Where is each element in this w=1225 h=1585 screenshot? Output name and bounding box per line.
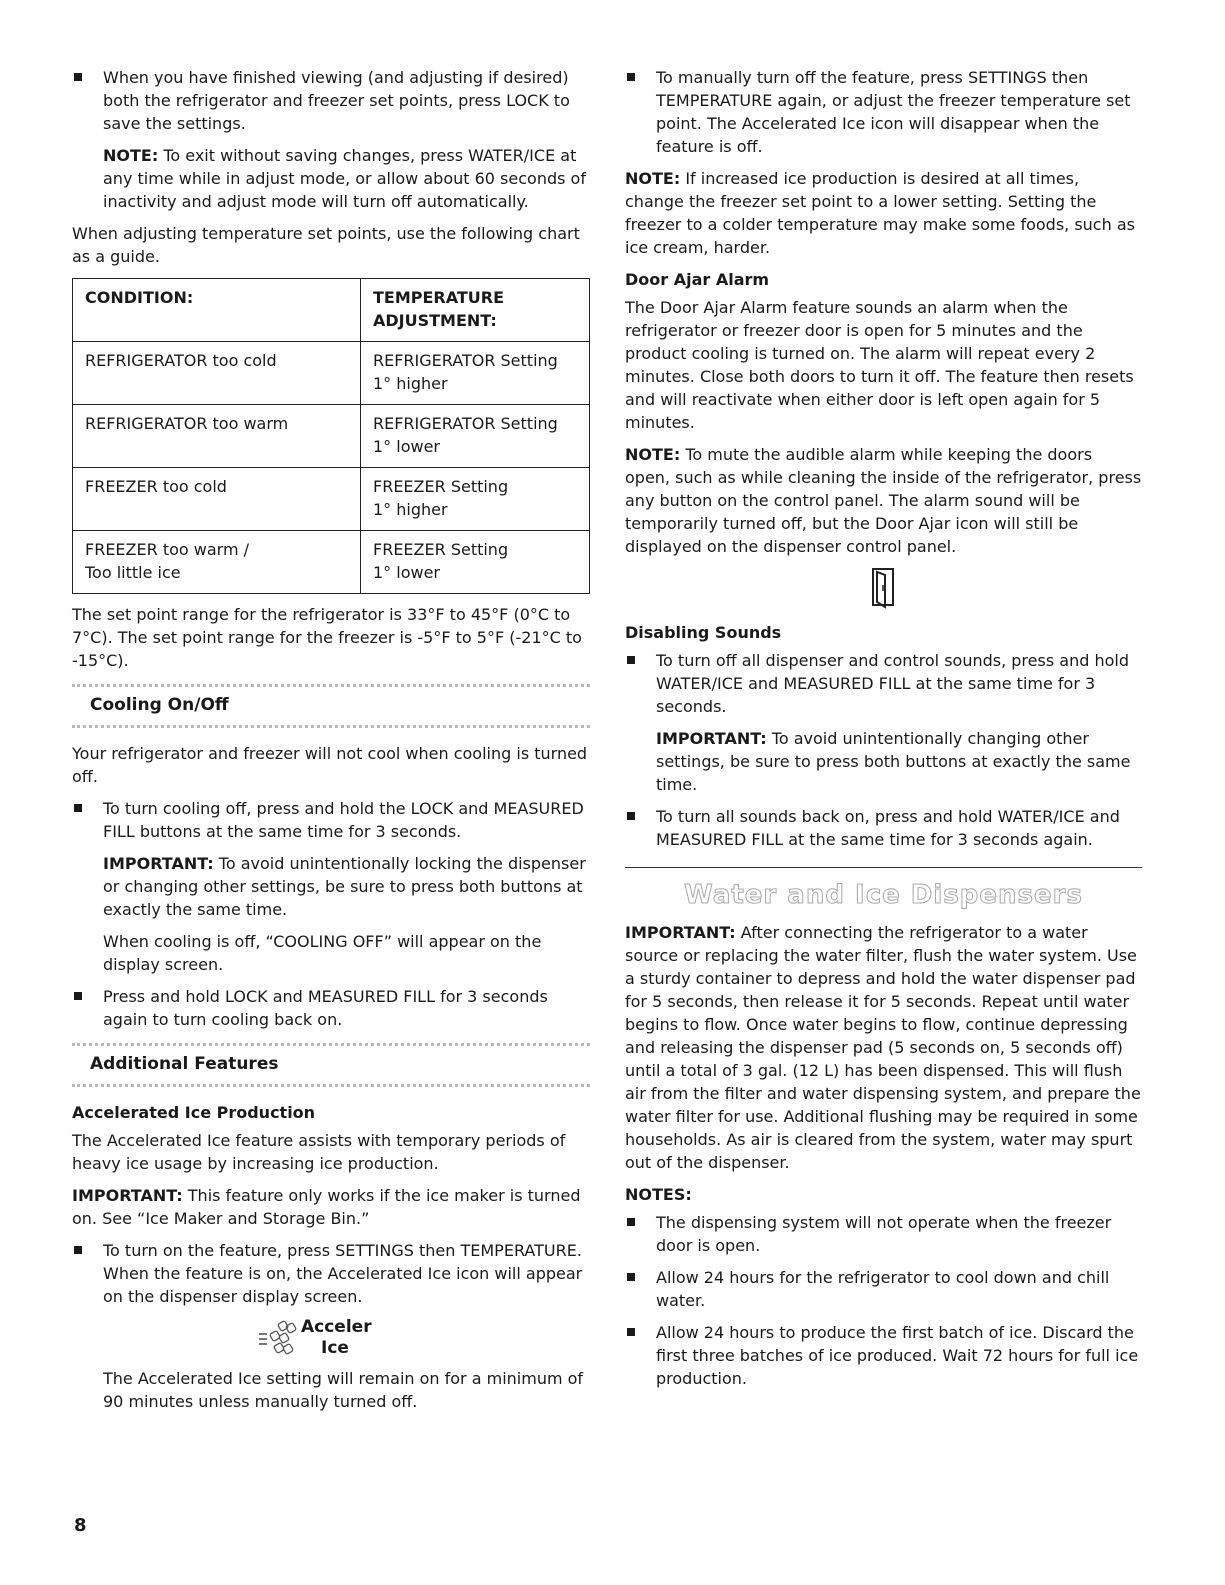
table-row bbox=[73, 468, 590, 531]
important-text: To avoid unintentionally changing other settings, be sure to press both buttons at exactly the same time. bbox=[656, 729, 1131, 794]
list-item-manual-off: To manually turn off the feature, press SETTINGS then TEMPERATURE again, or adjust the freezer temperature set point. The Accelerated Ice icon will disappear when the feature is off. bbox=[625, 66, 1142, 158]
cell-condition: REFRIGERATOR too cold bbox=[73, 342, 361, 405]
cooling-intro: Your refrigerator and freezer will not cool when cooling is turned off. bbox=[72, 744, 588, 786]
note-text: If increased ice production is desired at all times, change the freezer set point to a lower setting. Setting the freezer to a colder temperature may make some foods, such as ice cream, harder. bbox=[625, 169, 1135, 257]
important-text: To avoid unintentionally locking the dispenser or changing other settings, be sure to press both buttons at exactly the same time. bbox=[103, 854, 586, 919]
list-item: Allow 24 hours for the refrigerator to cool down and chill water. bbox=[625, 1266, 1142, 1312]
door-ajar-note bbox=[625, 443, 1142, 558]
important-text: This feature only works if the ice maker is turned on. See “Ice Maker and Storage Bin.” bbox=[72, 1186, 581, 1228]
chart-intro: When adjusting temperature set points, use the following chart as a guide. bbox=[72, 224, 580, 266]
temperature-chart bbox=[72, 278, 590, 594]
cell-condition: FREEZER too cold bbox=[73, 468, 361, 531]
door-ajar-text: The Door Ajar Alarm feature sounds an alarm when the refrigerator or freezer door is open for 5 minutes and the product cooling is turned on. The alarm will repeat every 2 minutes. Close both doors to turn it off. The feature then resets and will reactivate when either door is left open again for 5 minutes. bbox=[625, 298, 1134, 432]
cell-adjustment bbox=[361, 531, 590, 594]
cell-condition: REFRIGERATOR too warm bbox=[73, 405, 361, 468]
accel-label-line2: Ice bbox=[321, 1338, 349, 1358]
note-ice bbox=[625, 167, 1142, 259]
list-item: Allow 24 hours to produce the first batch of ice. Discard the first three batches of ice produced. Wait 72 hours for full ice production. bbox=[625, 1321, 1142, 1390]
disabling-sounds-title: Disabling Sounds bbox=[625, 623, 782, 642]
condition-extra: Too little ice bbox=[85, 563, 181, 582]
water-ice-title: Water and Ice Dispensers bbox=[684, 880, 1083, 910]
range-text: The set point range for the refrigerator is 33°F to 45°F (0°C to 7°C). The set point range for the freezer is -5°F to 5°F (-21°C to -15°C). bbox=[72, 605, 582, 670]
condition-line: FREEZER too warm / bbox=[85, 540, 249, 559]
setting: REFRIGERATOR Setting bbox=[373, 351, 558, 370]
accel-label-line1: Acceler bbox=[301, 1317, 372, 1337]
header-adjustment: TEMPERATURE ADJUSTMENT: bbox=[361, 279, 590, 342]
accelerated-ice-icon bbox=[257, 1320, 301, 1356]
note-text: To exit without saving changes, press WATER/ICE at any time while in adjust mode, or allow about 60 seconds of inactivity and adjust mode will turn off automatically. bbox=[103, 146, 586, 211]
door-ajar-title: Door Ajar Alarm bbox=[625, 270, 770, 289]
right-column bbox=[625, 66, 1142, 1399]
list-item-accel-on: To turn on the feature, press SETTINGS then TEMPERATURE. When the feature is on, the Accelerated Ice icon will appear on the dispenser display screen. bbox=[72, 1239, 590, 1308]
cell-adjustment bbox=[361, 405, 590, 468]
accel-title: Accelerated Ice Production bbox=[72, 1103, 316, 1122]
list-item-sounds-off: To turn off all dispenser and control sounds, press and hold WATER/ICE and MEASURED FILL at the same time for 3 seconds. bbox=[625, 649, 1142, 718]
important-label: IMPORTANT: bbox=[72, 1186, 183, 1205]
setting: FREEZER Setting bbox=[373, 477, 509, 496]
note-label: NOTE: bbox=[625, 445, 681, 464]
accel-intro: The Accelerated Ice feature assists with temporary periods of heavy ice usage by increasing ice production. bbox=[72, 1131, 566, 1173]
degree: 1° higher bbox=[373, 500, 448, 519]
setting: REFRIGERATOR Setting bbox=[373, 414, 558, 433]
cell-adjustment bbox=[361, 468, 590, 531]
table-row bbox=[73, 342, 590, 405]
accel-remain: The Accelerated Ice setting will remain on for a minimum of 90 minutes unless manually turned off. bbox=[103, 1369, 584, 1411]
list-item-cooling-off: To turn cooling off, press and hold the LOCK and MEASURED FILL buttons at the same time for 3 seconds. bbox=[72, 797, 590, 843]
degree: 1° higher bbox=[373, 374, 448, 393]
note-label: NOTE: bbox=[103, 146, 159, 165]
degree: 1° lower bbox=[373, 437, 441, 456]
note-text: To mute the audible alarm while keeping the doors open, such as while cleaning the inside of the refrigerator, press any button on the control panel. The alarm sound will be temporarily turned off, but the Door Ajar icon will still be displayed on the dispenser control panel. bbox=[625, 445, 1142, 556]
list-item: The dispensing system will not operate when the freezer door is open. bbox=[625, 1211, 1142, 1257]
note-label: NOTE: bbox=[625, 169, 681, 188]
list-item-cooling-on: Press and hold LOCK and MEASURED FILL for 3 seconds again to turn cooling back on. bbox=[72, 985, 590, 1031]
accelerated-ice-label bbox=[301, 1317, 372, 1359]
door-ajar-icon-wrap bbox=[625, 567, 1142, 609]
accel-important bbox=[72, 1184, 590, 1230]
section-divider bbox=[625, 867, 1142, 868]
header-condition: CONDITION: bbox=[73, 279, 361, 342]
list-item-lock: When you have finished viewing (and adjusting if desired) both the refrigerator and freezer set points, press LOCK to save the settings. bbox=[72, 66, 590, 135]
section-title-cooling: Cooling On/Off bbox=[72, 684, 590, 728]
setting: FREEZER Setting bbox=[373, 540, 509, 559]
list-item-sounds-on: To turn all sounds back on, press and hold WATER/ICE and MEASURED FILL at the same time for 3 seconds again. bbox=[625, 805, 1142, 851]
table-row bbox=[73, 405, 590, 468]
cooling-off-text: When cooling is off, “COOLING OFF” will appear on the display screen. bbox=[103, 932, 542, 974]
table-row bbox=[73, 531, 590, 594]
door-ajar-icon bbox=[871, 567, 897, 609]
sounds-important bbox=[625, 727, 1142, 796]
important-text: After connecting the refrigerator to a water source or replacing the water filter, flush the water system. Use a sturdy container to depress and hold the water dispenser pad for 5 seconds, then release it for 5 seconds. Repeat until water begins to flow. Once water begins to flow, continue depressing and releasing the dispenser pad (5 seconds on, 5 seconds off) until a total of 3 gal. (12 L) has been dispensed. This will flush air from the filter and water dispensing system, and prepare the water filter for use. Additional flushing may be required in some households. As air is cleared from the system, water may spurt out of the dispenser. bbox=[625, 923, 1141, 1172]
accelerated-ice-display bbox=[72, 1317, 590, 1359]
table-header-row bbox=[73, 279, 590, 342]
degree: 1° lower bbox=[373, 563, 441, 582]
notes-label: NOTES: bbox=[625, 1185, 692, 1204]
cell-condition bbox=[73, 531, 361, 594]
important-label: IMPORTANT: bbox=[103, 854, 214, 873]
important-label: IMPORTANT: bbox=[656, 729, 767, 748]
important-label: IMPORTANT: bbox=[625, 923, 736, 942]
cooling-important bbox=[72, 852, 590, 921]
section-title-additional: Additional Features bbox=[72, 1043, 590, 1087]
cell-adjustment bbox=[361, 342, 590, 405]
page-number: 8 bbox=[74, 1515, 87, 1536]
left-column bbox=[72, 66, 590, 1422]
water-important bbox=[625, 921, 1142, 1174]
note-exit bbox=[72, 144, 590, 213]
